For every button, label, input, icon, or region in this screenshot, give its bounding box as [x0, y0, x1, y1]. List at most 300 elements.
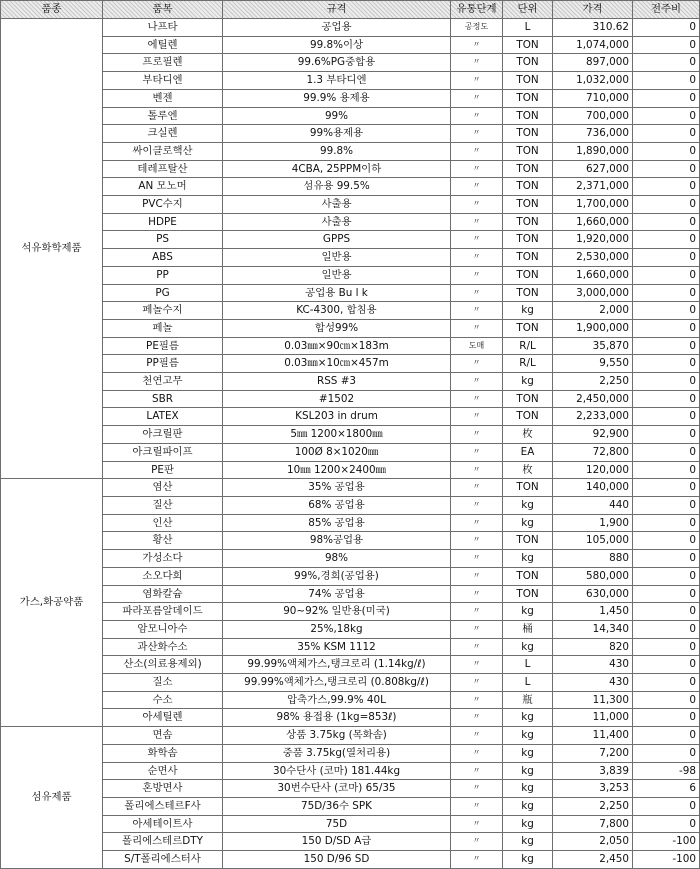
- price-cell: 627,000: [553, 160, 633, 178]
- unit-cell: 枚: [503, 426, 553, 444]
- unit-cell: L: [503, 674, 553, 692]
- distribution-cell: 〃: [451, 443, 503, 461]
- category-cell: 가스,화공약품: [1, 479, 103, 727]
- price-cell: 1,660,000: [553, 213, 633, 231]
- change-cell: 0: [633, 514, 700, 532]
- change-cell: 0: [633, 36, 700, 54]
- table-row: [1, 461, 700, 479]
- item-cell: PG: [103, 284, 223, 302]
- table-row: [1, 213, 700, 231]
- item-cell: PP필름: [103, 355, 223, 373]
- distribution-cell: 〃: [451, 656, 503, 674]
- item-cell: 페놀: [103, 319, 223, 337]
- item-cell: PVC수지: [103, 196, 223, 214]
- spec-cell: 99%,경희(공업용): [223, 567, 451, 585]
- change-cell: 0: [633, 390, 700, 408]
- unit-cell: kg: [503, 797, 553, 815]
- spec-cell: 90~92% 일반용(미국): [223, 603, 451, 621]
- table-row: [1, 125, 700, 143]
- spec-cell: 상품 3.75kg (목화솜): [223, 727, 451, 745]
- price-cell: 35,870: [553, 337, 633, 355]
- item-cell: 톨루엔: [103, 107, 223, 125]
- spec-cell: 99%용제용: [223, 125, 451, 143]
- item-cell: 폴리에스테르DTY: [103, 833, 223, 851]
- unit-cell: TON: [503, 567, 553, 585]
- price-cell: 1,920,000: [553, 231, 633, 249]
- distribution-cell: 〃: [451, 319, 503, 337]
- price-cell: 7,800: [553, 815, 633, 833]
- item-cell: 나프타: [103, 19, 223, 37]
- table-row: [1, 390, 700, 408]
- change-cell: 0: [633, 426, 700, 444]
- item-cell: 혼방면사: [103, 780, 223, 798]
- change-cell: -100: [633, 833, 700, 851]
- table-row: [1, 373, 700, 391]
- price-cell: 1,890,000: [553, 142, 633, 160]
- item-cell: 프로필렌: [103, 54, 223, 72]
- change-cell: 0: [633, 479, 700, 497]
- table-row: [1, 638, 700, 656]
- unit-cell: kg: [503, 851, 553, 869]
- table-row: [1, 797, 700, 815]
- table-row: [1, 284, 700, 302]
- distribution-cell: 〃: [451, 302, 503, 320]
- item-cell: 벤젠: [103, 89, 223, 107]
- change-cell: 0: [633, 638, 700, 656]
- distribution-cell: 〃: [451, 54, 503, 72]
- spec-cell: 사출용: [223, 196, 451, 214]
- change-cell: 0: [633, 142, 700, 160]
- price-cell: 2,450,000: [553, 390, 633, 408]
- distribution-cell: 〃: [451, 390, 503, 408]
- unit-cell: kg: [503, 815, 553, 833]
- unit-cell: TON: [503, 479, 553, 497]
- unit-cell: kg: [503, 603, 553, 621]
- spec-cell: 85% 공업용: [223, 514, 451, 532]
- change-cell: 0: [633, 461, 700, 479]
- unit-cell: 瓶: [503, 691, 553, 709]
- price-cell: 630,000: [553, 585, 633, 603]
- change-cell: 0: [633, 19, 700, 37]
- category-cell: 석유화학제품: [1, 19, 103, 479]
- table-row: [1, 496, 700, 514]
- unit-cell: kg: [503, 744, 553, 762]
- item-cell: 산소(의료용제외): [103, 656, 223, 674]
- spec-cell: 35% KSM 1112: [223, 638, 451, 656]
- table-row: [1, 815, 700, 833]
- table-row: [1, 479, 700, 497]
- distribution-cell: 〃: [451, 550, 503, 568]
- table-row: [1, 302, 700, 320]
- price-cell: 2,450: [553, 851, 633, 869]
- table-row: [1, 727, 700, 745]
- distribution-cell: 〃: [451, 585, 503, 603]
- price-cell: 2,000: [553, 302, 633, 320]
- change-cell: 0: [633, 54, 700, 72]
- spec-cell: 공업용: [223, 19, 451, 37]
- item-cell: 아세테이트사: [103, 815, 223, 833]
- change-cell: 0: [633, 231, 700, 249]
- item-cell: 염산: [103, 479, 223, 497]
- unit-cell: TON: [503, 160, 553, 178]
- spec-cell: KC-4300, 합침용: [223, 302, 451, 320]
- distribution-cell: 〃: [451, 373, 503, 391]
- distribution-cell: 도매: [451, 337, 503, 355]
- change-cell: 0: [633, 284, 700, 302]
- table-row: [1, 550, 700, 568]
- price-cell: 430: [553, 674, 633, 692]
- table-row: [1, 89, 700, 107]
- item-cell: 수소: [103, 691, 223, 709]
- header-unit: 단위: [503, 1, 553, 19]
- table-row: [1, 780, 700, 798]
- distribution-cell: 〃: [451, 196, 503, 214]
- price-cell: 120,000: [553, 461, 633, 479]
- distribution-cell: 〃: [451, 780, 503, 798]
- price-cell: 2,250: [553, 797, 633, 815]
- item-cell: 천연고무: [103, 373, 223, 391]
- distribution-cell: 〃: [451, 408, 503, 426]
- unit-cell: TON: [503, 125, 553, 143]
- item-cell: 염화칼슘: [103, 585, 223, 603]
- price-cell: 11,000: [553, 709, 633, 727]
- distribution-cell: 〃: [451, 727, 503, 745]
- unit-cell: L: [503, 656, 553, 674]
- item-cell: AN 모노머: [103, 178, 223, 196]
- spec-cell: 합성99%: [223, 319, 451, 337]
- category-cell: 섬유제품: [1, 727, 103, 869]
- distribution-cell: 〃: [451, 709, 503, 727]
- price-cell: 1,032,000: [553, 72, 633, 90]
- spec-cell: GPPS: [223, 231, 451, 249]
- table-header: [1, 1, 700, 19]
- change-cell: 0: [633, 266, 700, 284]
- change-cell: 6: [633, 780, 700, 798]
- item-cell: 과산화수소: [103, 638, 223, 656]
- item-cell: 아크릴파이프: [103, 443, 223, 461]
- distribution-cell: 〃: [451, 231, 503, 249]
- spec-cell: 99.6%PG중합용: [223, 54, 451, 72]
- price-cell: 710,000: [553, 89, 633, 107]
- change-cell: 0: [633, 797, 700, 815]
- distribution-cell: 〃: [451, 178, 503, 196]
- item-cell: 부타디엔: [103, 72, 223, 90]
- table-row: [1, 514, 700, 532]
- unit-cell: EA: [503, 443, 553, 461]
- spec-cell: 150 D/SD A급: [223, 833, 451, 851]
- item-cell: 크실렌: [103, 125, 223, 143]
- distribution-cell: 〃: [451, 479, 503, 497]
- unit-cell: TON: [503, 178, 553, 196]
- table-row: [1, 851, 700, 869]
- item-cell: LATEX: [103, 408, 223, 426]
- change-cell: 0: [633, 496, 700, 514]
- unit-cell: 枚: [503, 461, 553, 479]
- distribution-cell: 〃: [451, 461, 503, 479]
- price-cell: 310.62: [553, 19, 633, 37]
- unit-cell: kg: [503, 780, 553, 798]
- header-spec: 규격: [223, 1, 451, 19]
- price-cell: 2,250: [553, 373, 633, 391]
- spec-cell: 30번수단사 (코마) 65/35: [223, 780, 451, 798]
- distribution-cell: 〃: [451, 496, 503, 514]
- table-row: [1, 744, 700, 762]
- unit-cell: TON: [503, 213, 553, 231]
- price-cell: 820: [553, 638, 633, 656]
- price-cell: 3,253: [553, 780, 633, 798]
- price-cell: 1,660,000: [553, 266, 633, 284]
- item-cell: PE필름: [103, 337, 223, 355]
- price-cell: 700,000: [553, 107, 633, 125]
- table-row: [1, 833, 700, 851]
- table-row: [1, 585, 700, 603]
- change-cell: 0: [633, 727, 700, 745]
- spec-cell: RSS #3: [223, 373, 451, 391]
- price-cell: 1,900: [553, 514, 633, 532]
- spec-cell: 98%: [223, 550, 451, 568]
- price-cell: 897,000: [553, 54, 633, 72]
- change-cell: -100: [633, 851, 700, 869]
- table-row: [1, 54, 700, 72]
- distribution-cell: 〃: [451, 514, 503, 532]
- distribution-cell: 〃: [451, 160, 503, 178]
- spec-cell: 0.03㎜×90㎝×183m: [223, 337, 451, 355]
- item-cell: 인산: [103, 514, 223, 532]
- unit-cell: TON: [503, 319, 553, 337]
- price-cell: 9,550: [553, 355, 633, 373]
- item-cell: SBR: [103, 390, 223, 408]
- distribution-cell: 〃: [451, 620, 503, 638]
- item-cell: 소오다희: [103, 567, 223, 585]
- unit-cell: TON: [503, 142, 553, 160]
- unit-cell: TON: [503, 249, 553, 267]
- unit-cell: kg: [503, 514, 553, 532]
- spec-cell: 98%공업용: [223, 532, 451, 550]
- change-cell: 0: [633, 815, 700, 833]
- unit-cell: TON: [503, 107, 553, 125]
- price-cell: 736,000: [553, 125, 633, 143]
- item-cell: 아세틸렌: [103, 709, 223, 727]
- change-cell: 0: [633, 408, 700, 426]
- price-cell: 1,700,000: [553, 196, 633, 214]
- unit-cell: kg: [503, 638, 553, 656]
- change-cell: 0: [633, 302, 700, 320]
- unit-cell: kg: [503, 373, 553, 391]
- unit-cell: TON: [503, 196, 553, 214]
- unit-cell: kg: [503, 709, 553, 727]
- table-row: [1, 603, 700, 621]
- spec-cell: 99.8%이상: [223, 36, 451, 54]
- table-row: [1, 231, 700, 249]
- price-cell: 2,371,000: [553, 178, 633, 196]
- distribution-cell: 〃: [451, 426, 503, 444]
- distribution-cell: 〃: [451, 744, 503, 762]
- spec-cell: 일반용: [223, 249, 451, 267]
- change-cell: 0: [633, 337, 700, 355]
- header-distribution: 유통단계: [451, 1, 503, 19]
- change-cell: 0: [633, 107, 700, 125]
- table-row: [1, 567, 700, 585]
- unit-cell: TON: [503, 585, 553, 603]
- spec-cell: 68% 공업용: [223, 496, 451, 514]
- item-cell: ABS: [103, 249, 223, 267]
- price-cell: 14,340: [553, 620, 633, 638]
- header-row: [1, 1, 700, 19]
- change-cell: 0: [633, 709, 700, 727]
- unit-cell: R/L: [503, 337, 553, 355]
- change-cell: 0: [633, 373, 700, 391]
- table-row: [1, 532, 700, 550]
- price-cell: 11,400: [553, 727, 633, 745]
- spec-cell: 압축가스,99.9% 40L: [223, 691, 451, 709]
- item-cell: PS: [103, 231, 223, 249]
- table-body: [1, 19, 700, 869]
- spec-cell: 99.99%액체가스,탱크로리 (0.808kg/ℓ): [223, 674, 451, 692]
- price-cell: 440: [553, 496, 633, 514]
- item-cell: 암모니아수: [103, 620, 223, 638]
- spec-cell: KSL203 in drum: [223, 408, 451, 426]
- price-cell: 72,800: [553, 443, 633, 461]
- item-cell: 아크릴판: [103, 426, 223, 444]
- distribution-cell: 〃: [451, 284, 503, 302]
- item-cell: PE판: [103, 461, 223, 479]
- spec-cell: 섬유용 99.5%: [223, 178, 451, 196]
- price-cell: 2,050: [553, 833, 633, 851]
- table-row: [1, 178, 700, 196]
- distribution-cell: 〃: [451, 213, 503, 231]
- table-row: [1, 426, 700, 444]
- change-cell: -98: [633, 762, 700, 780]
- unit-cell: kg: [503, 833, 553, 851]
- change-cell: 0: [633, 532, 700, 550]
- price-cell: 2,530,000: [553, 249, 633, 267]
- distribution-cell: 〃: [451, 266, 503, 284]
- price-cell: 92,900: [553, 426, 633, 444]
- price-cell: 7,200: [553, 744, 633, 762]
- change-cell: 0: [633, 160, 700, 178]
- unit-cell: kg: [503, 302, 553, 320]
- spec-cell: 99%: [223, 107, 451, 125]
- price-cell: 3,839: [553, 762, 633, 780]
- distribution-cell: 〃: [451, 603, 503, 621]
- distribution-cell: 〃: [451, 567, 503, 585]
- table-row: [1, 709, 700, 727]
- header-item: 품목: [103, 1, 223, 19]
- change-cell: 0: [633, 656, 700, 674]
- unit-cell: TON: [503, 54, 553, 72]
- spec-cell: 98% 용접용 (1kg=853ℓ): [223, 709, 451, 727]
- item-cell: 질산: [103, 496, 223, 514]
- spec-cell: 75D/36수 SPK: [223, 797, 451, 815]
- spec-cell: 100Ø 8×1020㎜: [223, 443, 451, 461]
- spec-cell: 0.03㎜×10㎝×457m: [223, 355, 451, 373]
- unit-cell: TON: [503, 72, 553, 90]
- spec-cell: 중품 3.75kg(열처리용): [223, 744, 451, 762]
- table-row: [1, 319, 700, 337]
- distribution-cell: 〃: [451, 762, 503, 780]
- table-row: [1, 249, 700, 267]
- spec-cell: 30수단사 (코마) 181.44kg: [223, 762, 451, 780]
- price-cell: 880: [553, 550, 633, 568]
- unit-cell: kg: [503, 496, 553, 514]
- table-row: [1, 107, 700, 125]
- price-cell: 105,000: [553, 532, 633, 550]
- change-cell: 0: [633, 603, 700, 621]
- spec-cell: 99.99%액체가스,탱크로리 (1.14kg/ℓ): [223, 656, 451, 674]
- unit-cell: kg: [503, 550, 553, 568]
- unit-cell: TON: [503, 532, 553, 550]
- change-cell: 0: [633, 443, 700, 461]
- spec-cell: 150 D/96 SD: [223, 851, 451, 869]
- unit-cell: TON: [503, 231, 553, 249]
- table-row: [1, 656, 700, 674]
- table-row: [1, 443, 700, 461]
- change-cell: 0: [633, 550, 700, 568]
- unit-cell: TON: [503, 408, 553, 426]
- distribution-cell: 〃: [451, 638, 503, 656]
- spec-cell: 25%,18kg: [223, 620, 451, 638]
- distribution-cell: 〃: [451, 797, 503, 815]
- table-row: [1, 337, 700, 355]
- unit-cell: kg: [503, 727, 553, 745]
- change-cell: 0: [633, 89, 700, 107]
- spec-cell: 75D: [223, 815, 451, 833]
- header-category: 품종: [1, 1, 103, 19]
- table-row: [1, 762, 700, 780]
- spec-cell: 99.8%: [223, 142, 451, 160]
- item-cell: 화학솜: [103, 744, 223, 762]
- table-row: [1, 72, 700, 90]
- price-cell: 1,450: [553, 603, 633, 621]
- distribution-cell: 〃: [451, 107, 503, 125]
- item-cell: 가성소다: [103, 550, 223, 568]
- spec-cell: 35% 공업용: [223, 479, 451, 497]
- table-row: [1, 36, 700, 54]
- distribution-cell: 〃: [451, 815, 503, 833]
- change-cell: 0: [633, 178, 700, 196]
- spec-cell: 74% 공업용: [223, 585, 451, 603]
- item-cell: 순면사: [103, 762, 223, 780]
- item-cell: 면솜: [103, 727, 223, 745]
- change-cell: 0: [633, 213, 700, 231]
- table-row: [1, 674, 700, 692]
- unit-cell: kg: [503, 762, 553, 780]
- change-cell: 0: [633, 567, 700, 585]
- distribution-cell: 〃: [451, 125, 503, 143]
- distribution-cell: 〃: [451, 691, 503, 709]
- spec-cell: 10㎜ 1200×2400㎜: [223, 461, 451, 479]
- table-row: [1, 19, 700, 37]
- table-row: [1, 620, 700, 638]
- unit-cell: TON: [503, 89, 553, 107]
- item-cell: HDPE: [103, 213, 223, 231]
- unit-cell: TON: [503, 36, 553, 54]
- table-row: [1, 691, 700, 709]
- distribution-cell: 〃: [451, 355, 503, 373]
- unit-cell: R/L: [503, 355, 553, 373]
- change-cell: 0: [633, 125, 700, 143]
- item-cell: 에틸렌: [103, 36, 223, 54]
- item-cell: 질소: [103, 674, 223, 692]
- price-cell: 3,000,000: [553, 284, 633, 302]
- unit-cell: TON: [503, 284, 553, 302]
- distribution-cell: 〃: [451, 674, 503, 692]
- price-cell: 430: [553, 656, 633, 674]
- change-cell: 0: [633, 72, 700, 90]
- price-cell: 11,300: [553, 691, 633, 709]
- header-price: 가격: [553, 1, 633, 19]
- unit-cell: L: [503, 19, 553, 37]
